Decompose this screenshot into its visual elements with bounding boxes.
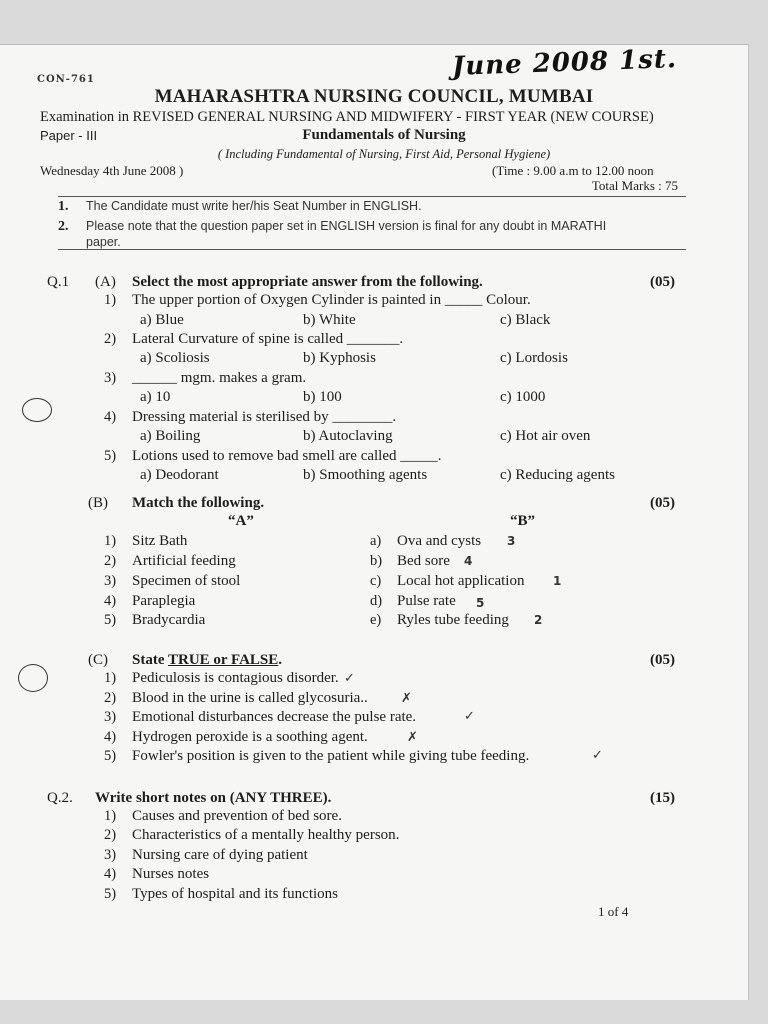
mcq-question: Dressing material is sterilised by ________.: [132, 409, 397, 425]
margin-circle-icon: [22, 398, 52, 422]
item-number: c): [370, 573, 382, 589]
match-left: Bradycardia: [132, 612, 206, 628]
item-number: 3): [104, 370, 117, 386]
column-b-heading: “B”: [510, 513, 536, 529]
handwritten-answer: 2: [534, 613, 543, 627]
item-number: 1): [104, 808, 117, 824]
q2-title: Write short notes on (ANY THREE).: [95, 790, 332, 806]
item-number: 3): [104, 847, 117, 863]
short-note-topic: Causes and prevention of bed sore.: [132, 808, 342, 824]
item-number: 4): [104, 729, 117, 745]
part-b-title: Match the following.: [132, 495, 265, 511]
mcq-option: a) Scoliosis: [140, 350, 210, 366]
item-number: 4): [104, 866, 117, 882]
total-marks: Total Marks : 75: [591, 178, 678, 193]
item-number: 2): [104, 827, 117, 843]
item-number: 5): [104, 886, 117, 902]
match-left: Specimen of stool: [132, 573, 241, 589]
match-right: Bed sore: [397, 553, 450, 569]
part-a-marks: (05): [650, 274, 675, 290]
divider-top: [58, 196, 686, 197]
subject-including: ( Including Fundamental of Nursing, First Aid, Personal Hygiene): [217, 147, 551, 161]
paper-number: Paper - III: [40, 128, 98, 143]
true-false-statement: Emotional disturbances decrease the pulse rate.: [132, 709, 417, 725]
instruction-text: Please note that the question paper set in ENGLISH version is final for any doubt in MARATHI: [86, 219, 607, 233]
mcq-option: b) Smoothing agents: [303, 467, 428, 483]
item-number: 4): [104, 409, 117, 425]
match-right: Ova and cysts: [397, 533, 482, 549]
part-a-title: Select the most appropriate answer from the following.: [132, 274, 483, 290]
short-note-topic: Nurses notes: [132, 866, 210, 882]
item-number: 1): [104, 670, 117, 686]
item-number: 3): [104, 573, 117, 589]
handwritten-tick-icon: ✓: [464, 709, 475, 724]
mcq-question: Lotions used to remove bad smell are called _____.: [132, 448, 442, 464]
item-number: 2): [104, 331, 117, 347]
true-false-statement: Blood in the urine is called glycosuria..: [132, 690, 368, 706]
mcq-question: ______ mgm. makes a gram.: [132, 370, 307, 386]
instruction-text: The Candidate must write her/his Seat Number in ENGLISH.: [86, 199, 422, 213]
match-right: Pulse rate: [397, 593, 456, 609]
item-number: 3): [104, 709, 117, 725]
handwritten-cross-icon: ✗: [407, 730, 418, 745]
short-note-topic: Nursing care of dying patient: [132, 847, 308, 863]
council-title: MAHARASHTRA NURSING COUNCIL, MUMBAI: [154, 86, 594, 107]
q2-marks: (15): [650, 790, 675, 806]
exam-time: (Time : 9.00 a.m to 12.00 noon: [492, 163, 654, 178]
instruction-number: 2.: [58, 219, 69, 234]
item-number: 1): [104, 533, 117, 549]
item-number: b): [370, 553, 383, 569]
mcq-option: b) Autoclaving: [303, 428, 393, 444]
match-left: Sitz Bath: [132, 533, 188, 549]
subject-title: Fundamentals of Nursing: [302, 127, 466, 143]
mcq-option: a) Deodorant: [140, 467, 219, 483]
item-number: 1): [104, 292, 117, 308]
item-number: e): [370, 612, 382, 628]
part-b-marks: (05): [650, 495, 675, 511]
handwritten-tick-icon: ✓: [344, 671, 355, 686]
item-number: 4): [104, 593, 117, 609]
mcq-option: b) Kyphosis: [303, 350, 376, 366]
mcq-question: The upper portion of Oxygen Cylinder is painted in _____ Colour.: [132, 292, 531, 308]
exam-date: Wednesday 4th June 2008 ): [40, 163, 184, 178]
mcq-option: b) White: [303, 312, 356, 328]
part-c-marks: (05): [650, 652, 675, 668]
mcq-option: b) 100: [303, 389, 342, 405]
match-left: Artificial feeding: [132, 553, 236, 569]
true-false-statement: Pediculosis is contagious disorder.: [132, 670, 339, 686]
handwritten-date: June 2008 1st.: [451, 44, 678, 82]
item-number: 5): [104, 748, 117, 764]
mcq-question: Lateral Curvature of spine is called _______.: [132, 331, 404, 347]
column-a-heading: “A”: [228, 513, 254, 529]
page-number: 1 of 4: [598, 904, 629, 919]
mcq-option: c) Hot air oven: [500, 428, 591, 444]
true-false-statement: Fowler's position is given to the patient while giving tube feeding.: [132, 748, 530, 764]
short-note-topic: Types of hospital and its functions: [132, 886, 339, 902]
mcq-option: a) Blue: [140, 312, 184, 328]
item-number: a): [370, 533, 382, 549]
item-number: 2): [104, 690, 117, 706]
part-c-title: State TRUE or FALSE.: [132, 652, 283, 668]
part-label: (B): [88, 495, 108, 511]
part-label: (C): [88, 652, 108, 668]
handwritten-answer: 5: [476, 596, 485, 610]
short-note-topic: Characteristics of a mentally healthy person.: [132, 827, 400, 843]
question-label: Q.1: [47, 274, 70, 290]
margin-circle-icon: [18, 664, 48, 692]
true-false-statement: Hydrogen peroxide is a soothing agent.: [132, 729, 368, 745]
exam-line: Examination in REVISED GENERAL NURSING AND MIDWIFERY - FIRST YEAR (NEW COURSE): [40, 109, 654, 125]
question-label: Q.2.: [47, 790, 73, 806]
match-left: Paraplegia: [132, 593, 196, 609]
match-right: Ryles tube feeding: [397, 612, 509, 628]
mcq-option: c) 1000: [500, 389, 546, 405]
part-label: (A): [95, 274, 116, 290]
handwritten-tick-icon: ✓: [592, 748, 603, 763]
match-right: Local hot application: [397, 573, 525, 589]
item-number: 2): [104, 553, 117, 569]
handwritten-answer: 3: [507, 534, 516, 548]
item-number: 5): [104, 612, 117, 628]
mcq-option: a) 10: [140, 389, 171, 405]
handwritten-answer: 4: [464, 554, 473, 568]
instruction-number: 1.: [58, 199, 69, 214]
mcq-option: c) Reducing agents: [500, 467, 615, 483]
item-number: d): [370, 593, 383, 609]
mcq-option: c) Black: [500, 312, 551, 328]
handwritten-cross-icon: ✗: [401, 691, 412, 706]
divider-bottom: [58, 249, 686, 250]
mcq-option: a) Boiling: [140, 428, 201, 444]
paper-code: CON-761: [37, 74, 95, 85]
handwritten-answer: 1: [553, 574, 562, 588]
mcq-option: c) Lordosis: [500, 350, 568, 366]
instruction-text: paper.: [86, 235, 121, 249]
item-number: 5): [104, 448, 117, 464]
